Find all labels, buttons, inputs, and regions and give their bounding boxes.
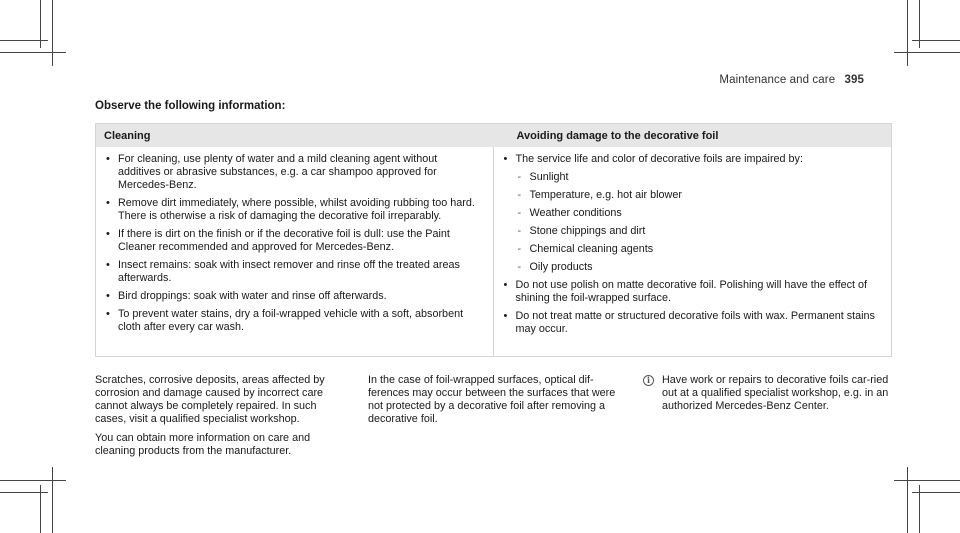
list-item: • Do not treat matte or structured decorative foils with wax. Permanent stains may occur. bbox=[502, 310, 882, 336]
intro-heading: Observe the following information: bbox=[95, 100, 286, 112]
crop-mark bbox=[0, 52, 66, 53]
section-title: Maintenance and care bbox=[719, 74, 836, 86]
paragraph: In the case of foil-wrapped surfaces, optical dif-ferences may occur between the surfaces that were not protected by a decorative foil after removing a decorative foil. bbox=[368, 374, 616, 425]
crop-mark bbox=[0, 480, 66, 481]
crop-mark bbox=[912, 40, 960, 41]
bottom-column-1 bbox=[95, 374, 345, 458]
impairment-intro: The service life and color of decorative foils are impaired by: bbox=[515, 153, 803, 165]
crop-mark bbox=[894, 52, 960, 53]
crop-mark bbox=[52, 0, 53, 66]
paragraph: You can obtain more information on care and cleaning products from the manufacturer. bbox=[95, 432, 311, 457]
cleaning-column bbox=[96, 147, 494, 356]
sub-list-item: - Oily products bbox=[516, 261, 882, 274]
list-item bbox=[502, 153, 882, 274]
list-item: • Insect remains: soak with insect remover and rinse off the treated areas afterwards. bbox=[104, 259, 483, 285]
sub-list-item: - Stone chippings and dirt bbox=[516, 225, 882, 238]
crop-mark bbox=[907, 467, 908, 533]
sub-list-item: - Chemical cleaning agents bbox=[516, 243, 882, 256]
crop-mark bbox=[0, 492, 48, 493]
crop-mark bbox=[52, 467, 53, 533]
info-icon: i bbox=[643, 375, 654, 386]
list-item: • Bird droppings: soak with water and rinse off afterwards. bbox=[104, 290, 483, 303]
crop-mark bbox=[907, 0, 908, 66]
sub-list-item: - Temperature, e.g. hot air blower bbox=[516, 189, 882, 202]
table-body bbox=[96, 147, 891, 356]
impairment-factors bbox=[516, 171, 882, 274]
page-number: 395 bbox=[844, 74, 864, 86]
bottom-column-2 bbox=[368, 374, 623, 426]
list-item: • If there is dirt on the finish or if the decorative foil is dull: use the Paint Cleaner recommended and approved for Mercedes-Benz. bbox=[104, 228, 483, 254]
sub-list-item: - Sunlight bbox=[516, 171, 882, 184]
header-avoiding-damage: Avoiding damage to the decorative foil bbox=[516, 129, 719, 142]
running-head bbox=[719, 74, 864, 86]
list-item: • Do not use polish on matte decorative foil. Polishing will have the effect of shining the foil-wrapped surface. bbox=[502, 279, 882, 305]
care-table bbox=[95, 123, 892, 357]
info-note: Have work or repairs to decorative foils car-ried out at a qualified specialist workshop, e.g. in an authorized Mercedes-Benz Center. bbox=[662, 374, 889, 412]
crop-mark bbox=[912, 492, 960, 493]
list-item: • Remove dirt immediately, where possible, whilst avoiding rubbing too hard. There is otherwise a risk of damaging the decorative foil irreparably. bbox=[104, 197, 483, 223]
table-header bbox=[96, 124, 891, 147]
paragraph: Scratches, corrosive deposits, areas affected by corrosion and damage caused by incorrect care cannot always be completely repaired. In such cases, visit a qualified specialist workshop. bbox=[95, 374, 325, 425]
header-cleaning: Cleaning bbox=[104, 129, 151, 142]
list-item: • To prevent water stains, dry a foil-wrapped vehicle with a soft, absorbent cloth after every car wash. bbox=[104, 308, 483, 334]
sub-list-item: - Weather conditions bbox=[516, 207, 882, 220]
bottom-column-3 bbox=[643, 374, 893, 413]
list-item: • For cleaning, use plenty of water and a mild cleaning agent without additives or abrasive substances, e.g. a car shampoo approved for Mercedes-Benz. bbox=[104, 153, 483, 192]
crop-mark bbox=[0, 40, 48, 41]
avoiding-damage-column bbox=[494, 147, 892, 356]
crop-mark bbox=[894, 480, 960, 481]
